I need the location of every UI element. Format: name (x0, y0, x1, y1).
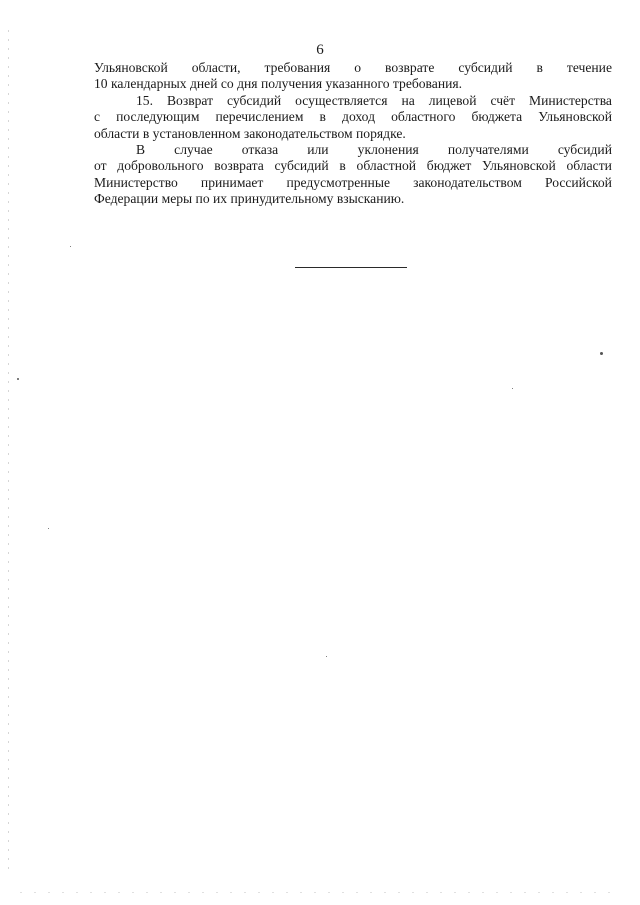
scan-speck (48, 528, 49, 529)
scan-speck (600, 352, 603, 355)
paragraph-return-demand (94, 60, 612, 93)
scan-speck (326, 656, 327, 657)
paragraph-refusal-enforcement (94, 142, 612, 208)
text-line: от добровольного возврата субсидий в областной бюджет Ульяновской области (94, 158, 612, 174)
text-line: 10 календарных дней со дня получения указанного требования. (94, 76, 463, 92)
text-line: Министерство принимает предусмотренные законодательством Российской (94, 174, 612, 190)
body-text (94, 60, 612, 208)
paragraph-15-return-account (94, 93, 612, 142)
page-number: 6 (316, 42, 324, 58)
scan-edge-artifact (8, 30, 9, 870)
scan-speck (512, 388, 513, 389)
text-line: с последующим перечислением в доход областного бюджета Ульяновской (94, 109, 612, 125)
text-line: области в установленном законодательством порядке. (94, 125, 406, 141)
scan-speck (17, 378, 19, 380)
text-line: В случае отказа или уклонения получателями субсидий (136, 142, 612, 158)
scan-speck (70, 246, 71, 247)
end-separator-line (295, 267, 407, 268)
scan-bottom-artifact (20, 892, 620, 893)
text-line: Ульяновской области, требования о возврате субсидий в течение (94, 60, 612, 75)
text-line: Федерации меры по их принудительному взысканию. (94, 191, 405, 207)
text-line: 15. Возврат субсидий осуществляется на лицевой счёт Министерства (136, 92, 612, 108)
